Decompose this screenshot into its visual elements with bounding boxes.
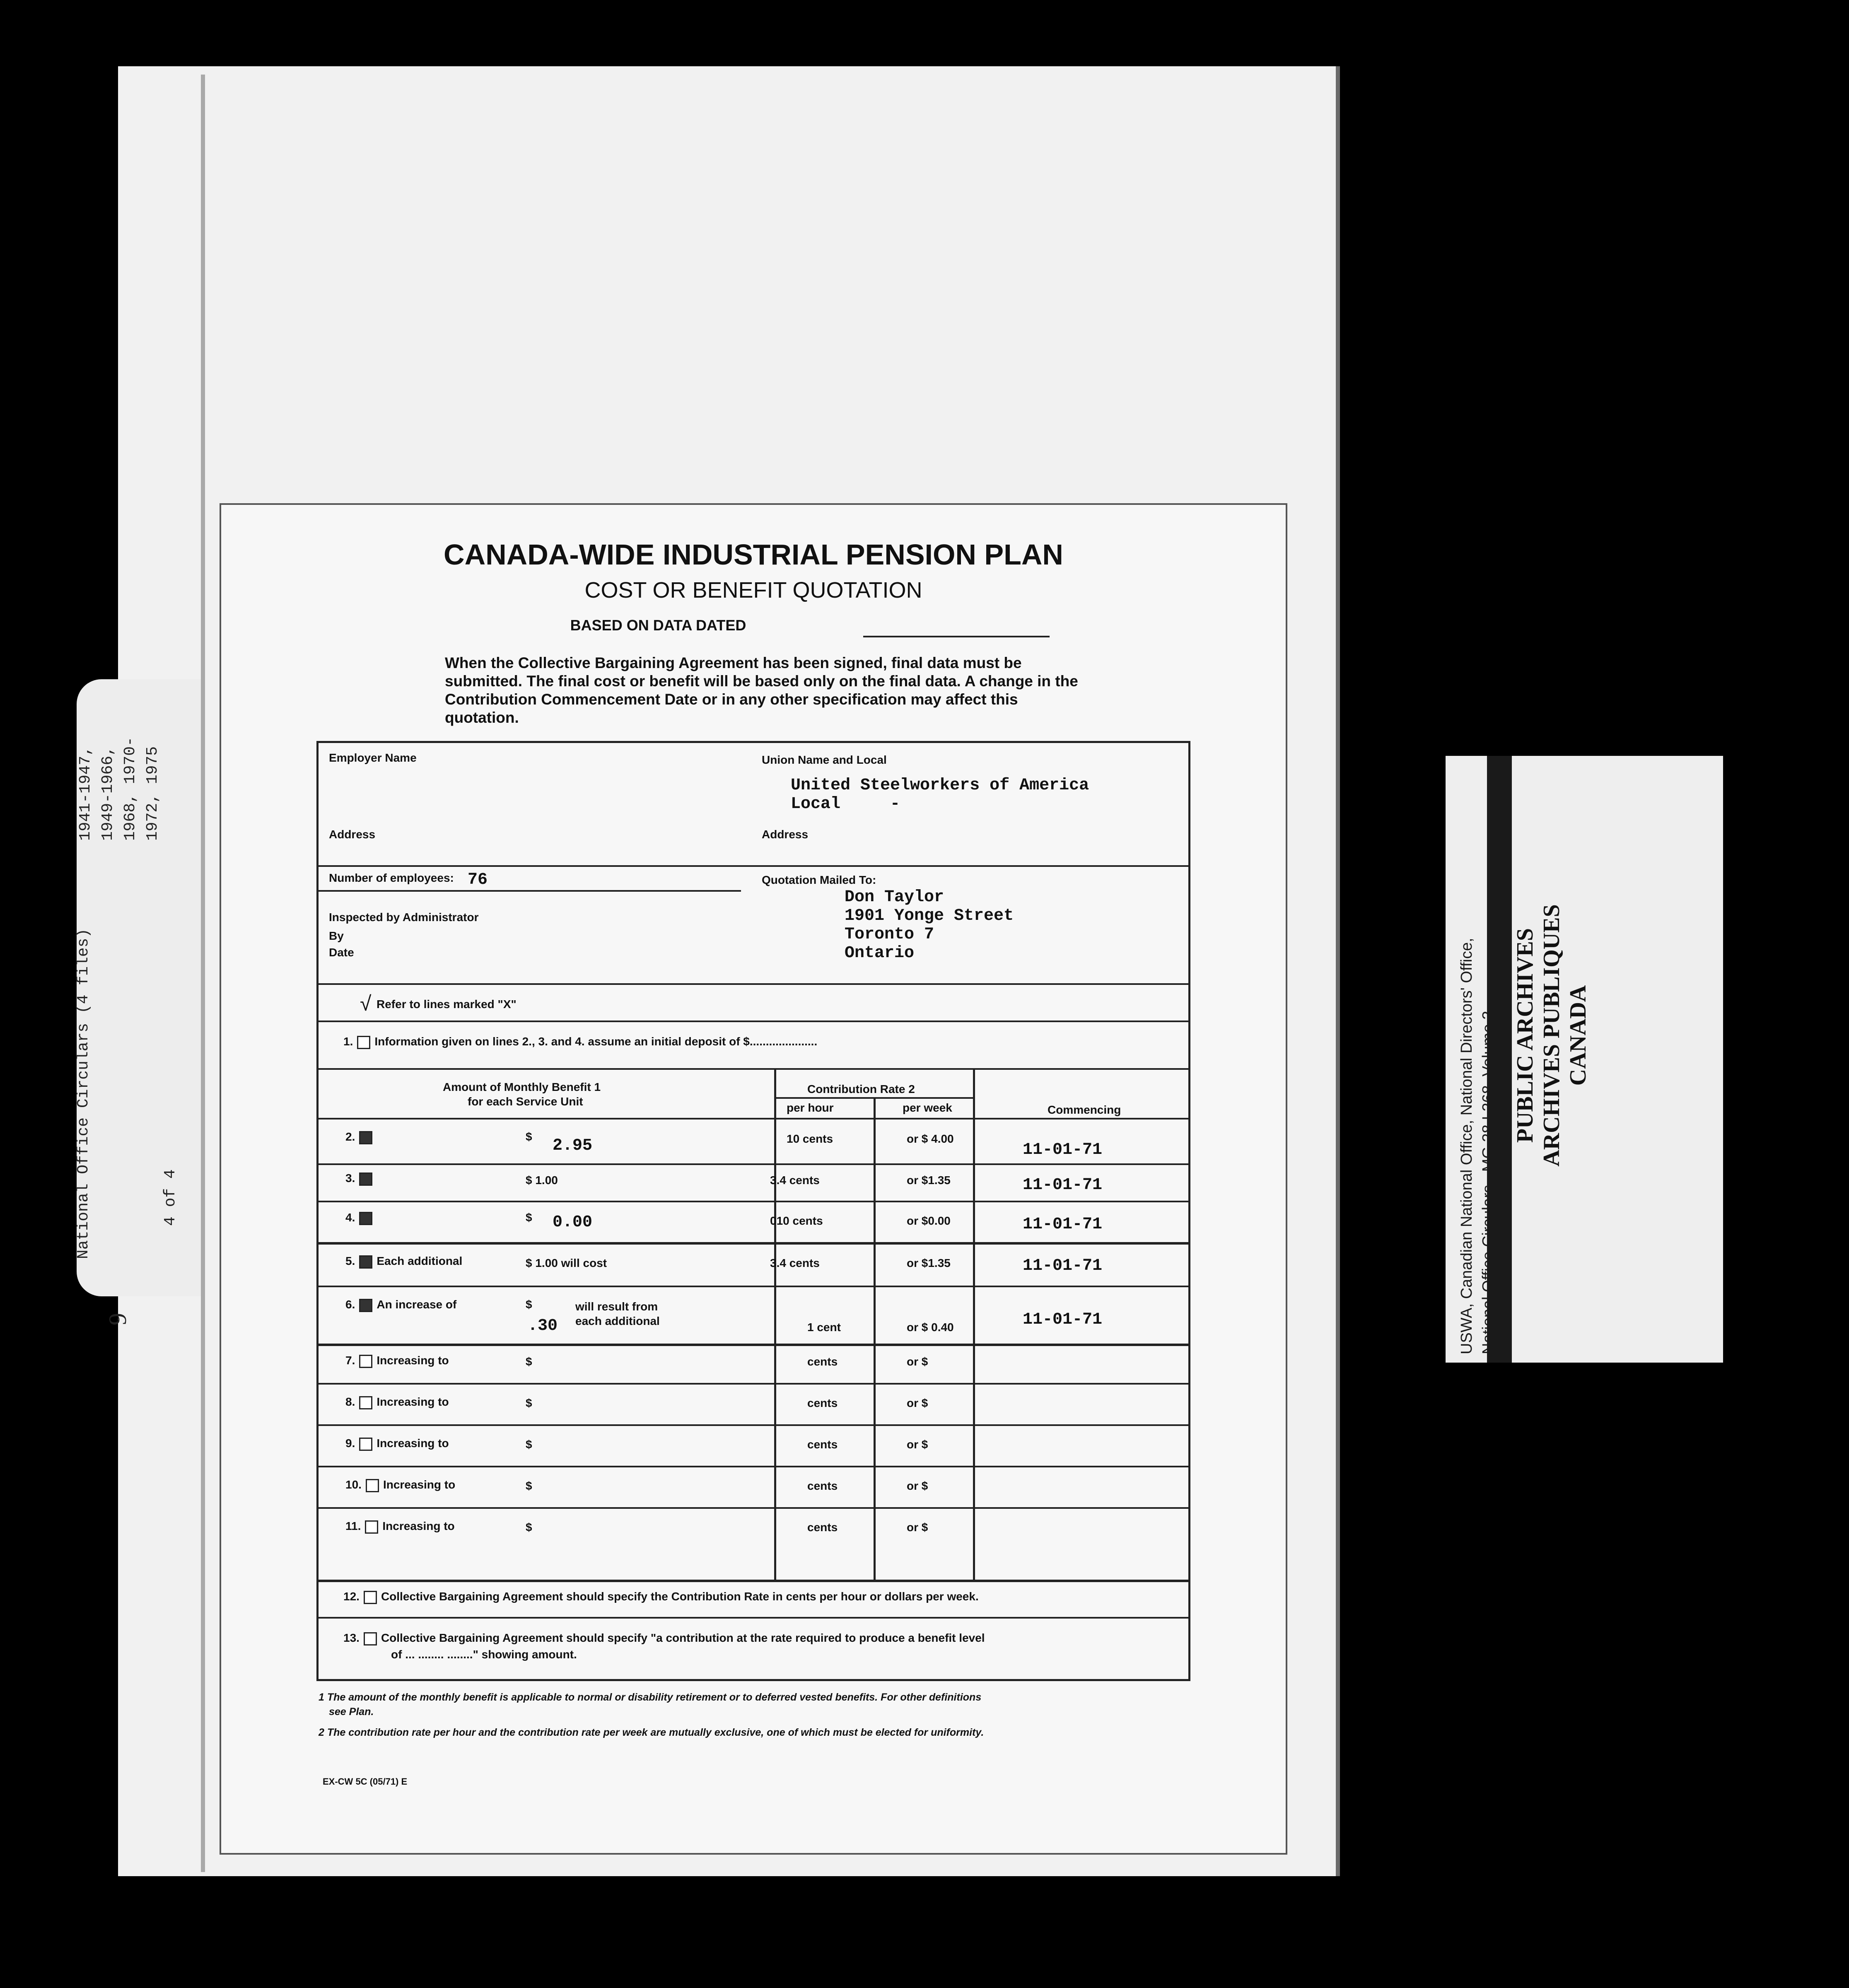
row-3-num [345, 1172, 377, 1186]
rule [319, 1163, 1188, 1165]
row-num: 6. [345, 1298, 355, 1311]
row-num: 8. [345, 1395, 355, 1408]
row-4-date: 11-01-71 [1023, 1215, 1103, 1234]
row-9-dollar: $ [526, 1438, 532, 1451]
row-6-num [345, 1298, 456, 1312]
row-2-week: or $ 4.00 [907, 1132, 954, 1145]
rule [319, 1383, 1188, 1385]
row-2-checkbox[interactable] [359, 1131, 372, 1144]
row-num: 7. [345, 1354, 355, 1367]
line-13-text: Collective Bargaining Agreement should specify "a contribution at the rate required to produce a benefit level [381, 1631, 985, 1644]
folder-tab-dates: 1941-1947, 1949-1966, 1968, 1970- 1972, 1975 [77, 737, 162, 841]
folder-tab-count: 4 of 4 [162, 1169, 179, 1226]
col-divider [774, 1068, 776, 1580]
archive-source-text: USWA, Canadian National Office, National Directors' Office, National Office Circulars. MG 28 I 268, Volume 3 [1458, 938, 1497, 1354]
row-6-date: 11-01-71 [1023, 1310, 1103, 1329]
rule [319, 1118, 1188, 1119]
row-5-checkbox[interactable] [359, 1255, 372, 1269]
row-2-dollar: $ [526, 1130, 532, 1143]
row-11 [345, 1520, 455, 1534]
row-6-result: will result from [575, 1300, 658, 1313]
row-5-num [345, 1255, 462, 1269]
row-9-checkbox[interactable] [359, 1438, 372, 1451]
row-3-date: 11-01-71 [1023, 1176, 1103, 1194]
row-num: 11. [345, 1520, 361, 1532]
based-on-label: BASED ON DATA DATED [570, 617, 746, 634]
by-label: By [329, 929, 344, 942]
employer-name-label: Employer Name [329, 751, 417, 764]
row-desc: Increasing to [383, 1478, 456, 1491]
row-num: 9. [345, 1437, 355, 1450]
form-code: EX-CW 5C (05/71) E [323, 1776, 408, 1787]
row-num: 3. [345, 1172, 355, 1185]
employees-label: Number of employees: [329, 871, 454, 884]
refer-label: Refer to lines marked "X" [377, 998, 517, 1011]
employer-address-label: Address [329, 828, 376, 841]
footnote-1: 1 The amount of the monthly benefit is applicable to normal or disability retirement or to deferred vested benefits. For other definitions [319, 1691, 982, 1703]
row-11-hour: cents [807, 1521, 838, 1534]
rule [319, 1286, 1188, 1287]
row-8-checkbox[interactable] [359, 1396, 372, 1409]
row-3-hour: 3.4 cents [770, 1174, 820, 1187]
refer-check-mark: √ [360, 992, 372, 1015]
folder-tab-mark: 9 [104, 1313, 131, 1325]
rule [319, 1617, 1188, 1619]
row-7-week: or $ [907, 1355, 928, 1368]
row-6-week: or $ 0.40 [907, 1321, 954, 1334]
row-8-hour: cents [807, 1397, 838, 1409]
row-2-amount: 2.95 [553, 1136, 593, 1155]
mailed-line-4: Ontario [845, 944, 915, 963]
quotation-form [220, 503, 1287, 1855]
rule [319, 1507, 1188, 1509]
row-4-dollar: $ [526, 1211, 532, 1224]
row-desc: Increasing to [377, 1395, 449, 1408]
row-4-checkbox[interactable] [359, 1212, 372, 1225]
per-week-label: per week [903, 1101, 952, 1114]
union-value-1: United Steelworkers of America [791, 776, 1089, 795]
commencing-label: Commencing [1048, 1103, 1121, 1116]
footnote-1-cont: see Plan. [329, 1706, 374, 1718]
row-11-checkbox[interactable] [365, 1520, 378, 1534]
row-3-week: or $1.35 [907, 1174, 951, 1187]
row-11-week: or $ [907, 1521, 928, 1534]
row-3-dollar: $ 1.00 [526, 1174, 558, 1187]
row-7-checkbox[interactable] [359, 1355, 372, 1368]
line-1 [343, 1035, 817, 1049]
rule [319, 983, 1188, 985]
benefit-header-2: for each Service Unit [468, 1095, 583, 1108]
row-7-hour: cents [807, 1355, 838, 1368]
row-8 [345, 1395, 449, 1409]
folder-edge [201, 75, 205, 1872]
row-8-dollar: $ [526, 1397, 532, 1409]
row-desc: An increase of [377, 1298, 457, 1311]
row-desc: Increasing to [377, 1354, 449, 1367]
row-num: 4. [345, 1211, 355, 1224]
row-4-amount: 0.00 [553, 1213, 593, 1232]
row-10-hour: cents [807, 1479, 838, 1492]
date-label: Date [329, 946, 354, 959]
row-6-hour: 1 cent [807, 1321, 841, 1334]
row-7 [345, 1354, 449, 1368]
row-9 [345, 1437, 449, 1451]
footnote-2: 2 The contribution rate per hour and the contribution rate per week are mutually exclusive, one of which must be elected for uniformity. [319, 1727, 984, 1738]
row-5-date: 11-01-71 [1023, 1257, 1103, 1275]
rule [319, 1344, 1188, 1346]
rule [319, 1021, 1188, 1022]
contrib-header: Contribution Rate 2 [807, 1083, 915, 1095]
line-1-num: 1. [343, 1035, 353, 1048]
archive-name-text: PUBLIC ARCHIVES ARCHIVES PUBLIQUES CANADA [1512, 904, 1591, 1167]
row-4-num [345, 1211, 377, 1225]
row-num: 5. [345, 1255, 355, 1267]
row-desc: Each additional [377, 1255, 463, 1267]
rule [319, 890, 741, 892]
line-12 [343, 1590, 979, 1604]
mailed-line-1: Don Taylor [845, 888, 944, 907]
row-desc: Increasing to [382, 1520, 455, 1532]
row-5-week: or $1.35 [907, 1257, 951, 1269]
employees-value: 76 [468, 871, 488, 889]
row-8-week: or $ [907, 1397, 928, 1409]
row-2-hour: 10 cents [787, 1132, 833, 1145]
folder-tab-series: National Office Circulars (4 files) [75, 928, 92, 1259]
row-9-hour: cents [807, 1438, 838, 1451]
rule [319, 865, 1188, 867]
mailed-line-3: Toronto 7 [845, 925, 934, 944]
line-13 [343, 1631, 985, 1645]
row-3-checkbox[interactable] [359, 1173, 372, 1186]
row-5-hour: 3.4 cents [770, 1257, 820, 1269]
row-num: 2. [345, 1130, 355, 1143]
row-10 [345, 1478, 455, 1492]
union-label: Union Name and Local [762, 753, 887, 766]
rule [319, 1424, 1188, 1426]
row-10-week: or $ [907, 1479, 928, 1492]
rule [319, 1466, 1188, 1467]
row-6-checkbox[interactable] [359, 1299, 372, 1312]
rule [319, 1242, 1188, 1245]
row-desc: Increasing to [377, 1437, 449, 1450]
line-1-checkbox[interactable] [357, 1036, 370, 1049]
union-address-label: Address [762, 828, 809, 841]
benefit-header: Amount of Monthly Benefit 1 [443, 1081, 601, 1093]
line-13-num: 13. [343, 1631, 360, 1644]
row-2-num [345, 1130, 377, 1144]
row-4-week: or $0.00 [907, 1214, 951, 1227]
row-9-week: or $ [907, 1438, 928, 1451]
line-12-num: 12. [343, 1590, 360, 1603]
form-title: CANADA-WIDE INDUSTRIAL PENSION PLAN [444, 538, 1063, 571]
row-2-date: 11-01-71 [1023, 1141, 1103, 1159]
form-grid [316, 741, 1190, 1681]
line-1-text: Information given on lines 2., 3. and 4. assume an initial deposit of $..................... [374, 1035, 818, 1048]
line-12-checkbox[interactable] [364, 1591, 377, 1604]
row-4-hour: 010 cents [770, 1214, 823, 1227]
mailed-label: Quotation Mailed To: [762, 873, 876, 886]
row-11-dollar: $ [526, 1521, 532, 1534]
row-6-dollar: $ [526, 1298, 532, 1311]
per-hour-label: per hour [787, 1101, 834, 1114]
row-10-checkbox[interactable] [366, 1479, 379, 1492]
row-6-result-2: each additional [575, 1315, 660, 1327]
union-value-2: Local - [791, 795, 900, 813]
row-6-amount: .30 [528, 1317, 558, 1335]
line-12-text: Collective Bargaining Agreement should specify the Contribution Rate in cents per hour or dollars per week. [381, 1590, 979, 1603]
form-subtitle: COST OR BENEFIT QUOTATION [584, 578, 922, 603]
line-13-checkbox[interactable] [364, 1632, 377, 1645]
row-5-dollar: $ 1.00 will cost [526, 1257, 607, 1269]
rule [319, 1201, 1188, 1202]
row-num: 10. [345, 1478, 362, 1491]
rule [319, 1580, 1188, 1582]
row-10-dollar: $ [526, 1479, 532, 1492]
col-divider [973, 1068, 975, 1580]
intro-text: When the Collective Bargaining Agreement has been signed, final data must be submitted. The final cost or benefit will be based only on the final data. A change in the Contribution Commencement Date or in any other specification may affect this quotation. [445, 654, 1078, 726]
mailed-line-2: 1901 Yonge Street [845, 907, 1014, 925]
rule [319, 1068, 1188, 1070]
inspected-label: Inspected by Administrator [329, 911, 479, 924]
based-on-line [863, 636, 1050, 637]
row-7-dollar: $ [526, 1355, 532, 1368]
line-13-text-2: of ... ........ ........" showing amount. [391, 1648, 577, 1661]
